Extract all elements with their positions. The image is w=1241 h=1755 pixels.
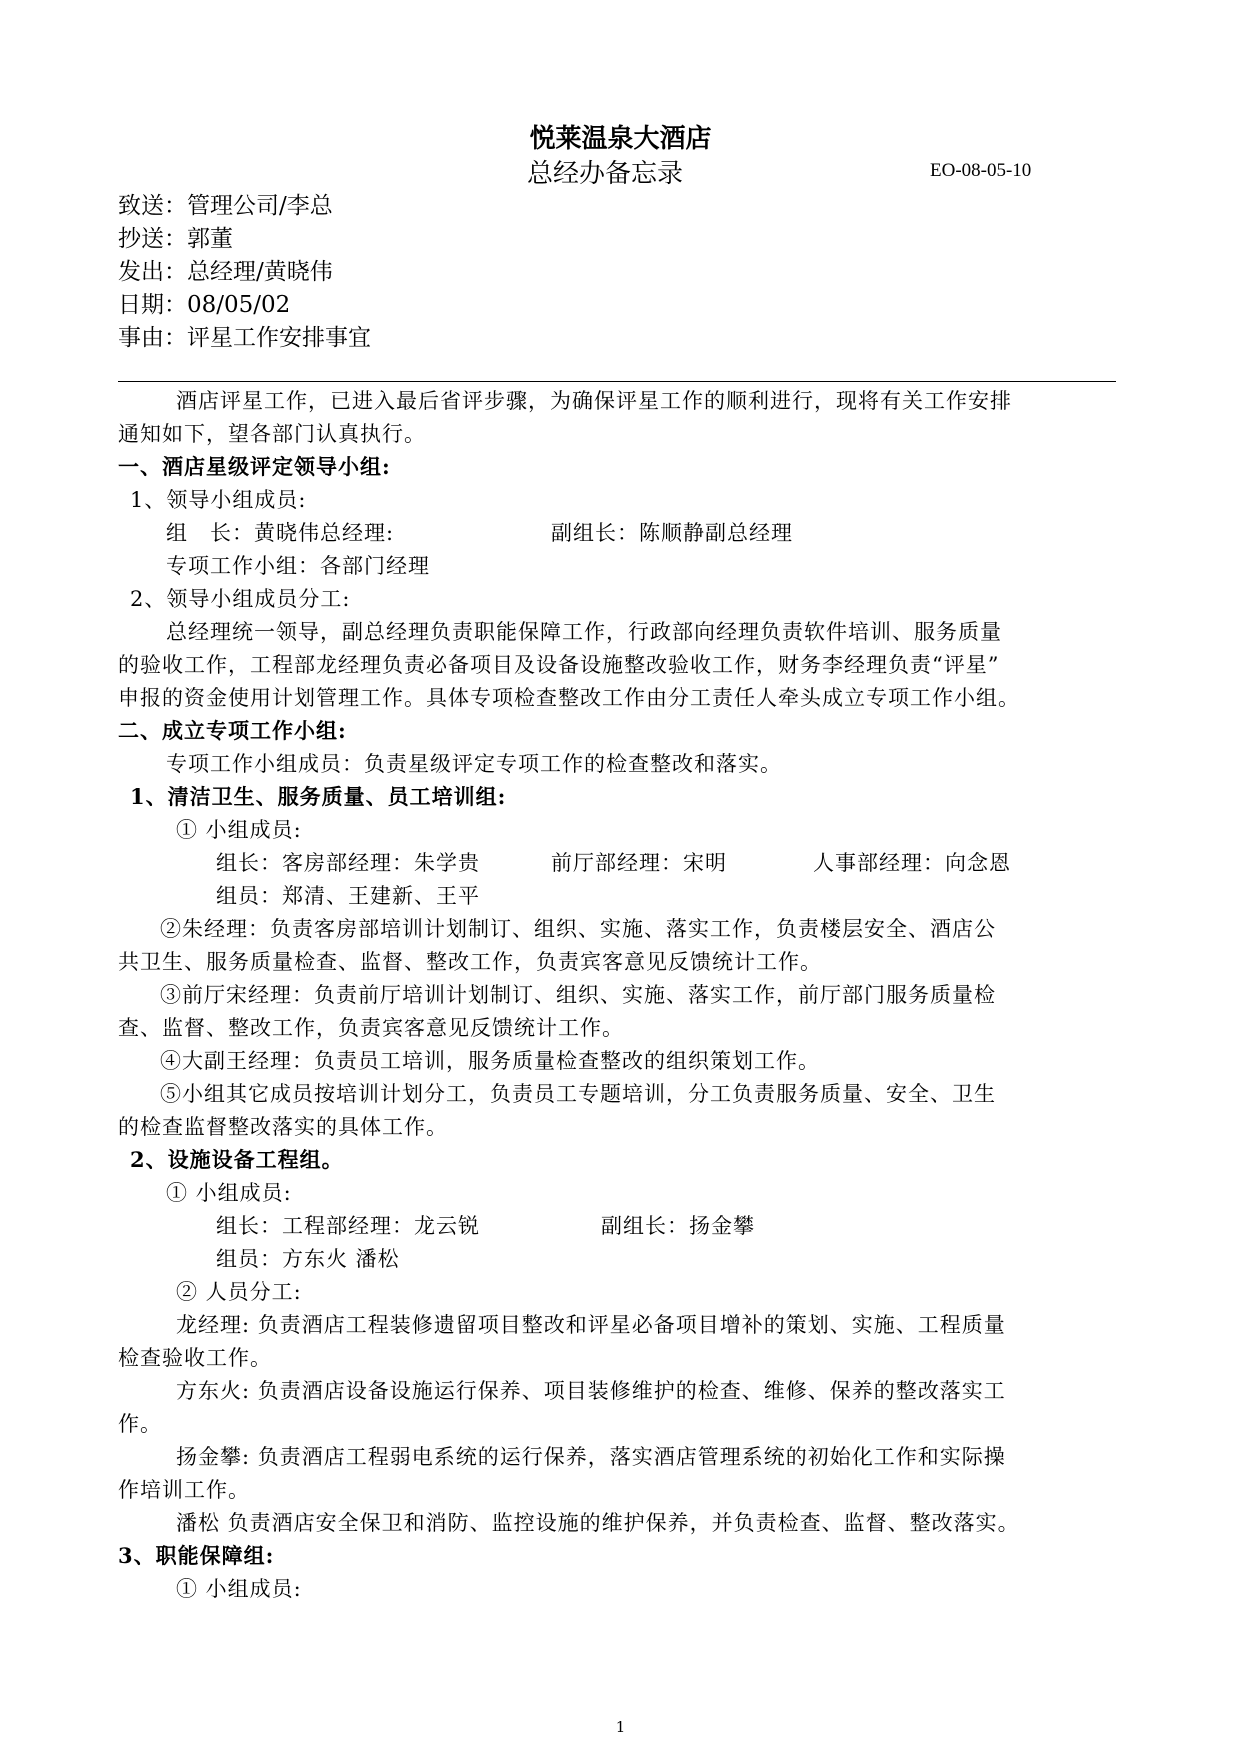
- section1-para-line-2: 的验收工作，工程部龙经理负责必备项目及设备设施整改验收工作，财务李经理负责“评星”: [118, 653, 1000, 677]
- group2-fang-line-1: 方东火: 负责酒店设备设施运行保养、项目装修维护的检查、维修、保养的整改落实工: [176, 1379, 1006, 1403]
- group1-duty4: ④大副王经理：负责员工培训，服务质量检查整改的组织策划工作。: [160, 1049, 820, 1073]
- group2-members-label: ① 小组成员:: [166, 1181, 292, 1205]
- intro-line-2: 通知如下，望各部门认真执行。: [118, 422, 426, 446]
- group2-pan-line: 潘松 负责酒店安全保卫和消防、监控设施的维护保养，并负责检查、监督、整改落实。: [176, 1511, 1020, 1535]
- group1-duty5-line-2: 的检查监督整改落实的具体工作。: [118, 1115, 448, 1139]
- meta-subject: 事由：评星工作安排事宜: [118, 325, 371, 351]
- group1-leader-b: 前厅部经理：宋明: [551, 851, 727, 875]
- section1-para-line-1: 总经理统一领导，副总经理负责职能保障工作，行政部向经理负责软件培训、服务质量: [166, 620, 1002, 644]
- meta-cc: 抄送：郭董: [118, 226, 233, 252]
- group1-heading: 1、清洁卫生、服务质量、员工培训组:: [130, 784, 507, 809]
- group2-division-label: ② 人员分工:: [176, 1280, 302, 1304]
- group2-long-line-2: 检查验收工作。: [118, 1346, 272, 1370]
- document-number: EO-08-05-10: [930, 160, 1032, 181]
- intro-line-1: 酒店评星工作，已进入最后省评步骤，为确保评星工作的顺利进行，现将有关工作安排: [176, 389, 1012, 413]
- section1-leader: 组 长：黄晓伟总经理:: [166, 521, 395, 545]
- group3-heading: 3、职能保障组:: [118, 1543, 275, 1568]
- group3-members-label: ① 小组成员:: [176, 1577, 302, 1601]
- group1-duty3-line-1: ③前厅宋经理：负责前厅培训计划制订、组织、实施、落实工作，前厅部门服务质量检: [160, 983, 996, 1007]
- group2-long-line-1: 龙经理: 负责酒店工程装修遗留项目整改和评星必备项目增补的策划、实施、工程质量: [176, 1313, 1006, 1337]
- page-number: 1: [615, 1718, 626, 1736]
- section1-para-line-3: 申报的资金使用计划管理工作。具体专项检查整改工作由分工责任人牵头成立专项工作小组。: [118, 686, 1020, 710]
- section2-intro: 专项工作小组成员：负责星级评定专项工作的检查整改和落实。: [166, 752, 782, 776]
- meta-from: 发出：总经理/黄晓伟: [118, 259, 333, 285]
- group1-crew: 组员：郑清、王建新、王平: [216, 884, 480, 908]
- section1-deputy: 副组长：陈顺静副总经理: [551, 521, 793, 545]
- group2-heading: 2、设施设备工程组。: [130, 1147, 344, 1172]
- meta-to: 致送：管理公司/李总: [118, 193, 333, 219]
- group1-duty5-line-1: ⑤小组其它成员按培训计划分工，负责员工专题培训，分工负责服务质量、安全、卫生: [160, 1082, 996, 1106]
- section2-heading: 二、成立专项工作小组:: [118, 718, 347, 743]
- group2-yang-line-2: 作培训工作。: [118, 1478, 250, 1502]
- group1-duty3-line-2: 查、监督、整改工作，负责宾客意见反馈统计工作。: [118, 1016, 624, 1040]
- group2-fang-line-2: 作。: [118, 1412, 162, 1436]
- section1-special-group: 专项工作小组：各部门经理: [166, 554, 430, 578]
- group1-leader-a: 组长：客房部经理：朱学贵: [216, 851, 480, 875]
- hotel-title: 悦莱温泉大酒店: [529, 124, 712, 154]
- section1-sub2: 2、领导小组成员分工:: [130, 587, 351, 611]
- group1-duty2-line-2: 共卫生、服务质量检查、监督、整改工作，负责宾客意见反馈统计工作。: [118, 950, 822, 974]
- section1-heading: 一、酒店星级评定领导小组:: [118, 454, 391, 479]
- group2-yang-line-1: 扬金攀: 负责酒店工程弱电系统的运行保养，落实酒店管理系统的初始化工作和实际操: [176, 1445, 1006, 1469]
- group2-leader-b: 副组长：扬金攀: [601, 1214, 755, 1238]
- header-divider: [118, 381, 1116, 382]
- group1-members-label: ① 小组成员:: [176, 818, 302, 842]
- meta-date: 日期：08/05/02: [118, 292, 291, 318]
- group1-leader-c: 人事部经理：向念恩: [813, 851, 1011, 875]
- group2-leader-a: 组长：工程部经理：龙云锐: [216, 1214, 480, 1238]
- group1-duty2-line-1: ②朱经理：负责客房部培训计划制订、组织、实施、落实工作，负责楼层安全、酒店公: [160, 917, 996, 941]
- memo-subtitle: 总经办备忘录: [527, 159, 684, 189]
- section1-sub1: 1、领导小组成员:: [130, 488, 307, 512]
- group2-crew: 组员：方东火 潘松: [216, 1247, 400, 1271]
